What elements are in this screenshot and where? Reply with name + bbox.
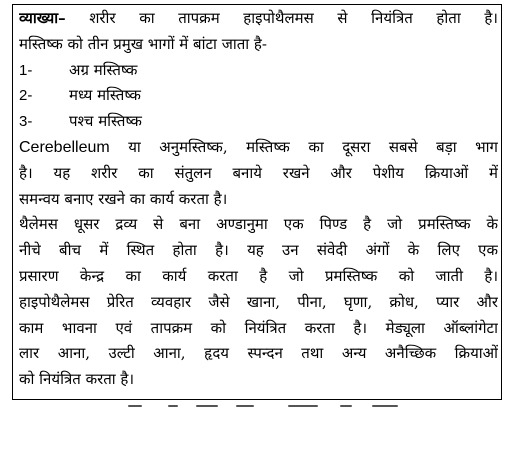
list-item — [19, 109, 498, 135]
list-item-text: पश्च मस्तिष्क — [69, 112, 142, 131]
list-item-number: 3- — [19, 113, 33, 131]
thalamus-line-1: थैलेमस धूसर द्रव्य से बना अण्डानुमा एक पिण्ड है जो प्रमस्तिष्क के — [19, 215, 498, 234]
list-item-number: 1- — [19, 61, 33, 79]
intro-line: मस्तिष्क को तीन प्रमुख भागों में बांटा जाता है- — [19, 34, 267, 53]
thalamus-line-3: प्रसारण केन्द्र का कार्य करता है जो प्रमस्तिष्क को जाती है। — [19, 266, 498, 285]
list-item — [19, 83, 498, 109]
cerebellum-line-3: समन्वय बनाए रखने का कार्य करता है। — [19, 189, 228, 208]
list-item — [19, 58, 498, 84]
cut-off-next-line — [0, 400, 518, 414]
explanation-label: व्याख्या– — [19, 9, 66, 27]
list-item-text: अग्र मस्तिष्क — [69, 60, 138, 79]
list-item-text: मध्य मस्तिष्क — [69, 86, 141, 105]
hypothalamus-line-3: लार आना, उल्टी आना, हृदय स्पन्दन तथा अन्य अनैच्छिक क्रियाओं — [19, 344, 498, 363]
explanation-heading-text: शरीर का तापक्रम हाइपोथैलमस से नियंत्रित होता है। — [89, 9, 498, 27]
cerebellum-line-1-text: या अनुमस्तिष्क, मस्तिष्क का दूसरा सबसे बड़ा भाग — [109, 137, 498, 156]
explanation-heading-line — [19, 6, 498, 32]
cerebellum-term: Cerebelleum — [19, 138, 110, 156]
thalamus-line-2: नीचे बीच में स्थित होता है। यह उन संवेदी अंगों के लिए एक — [19, 241, 498, 260]
hypothalamus-line-4: को नियंत्रित करता है। — [19, 370, 135, 389]
cerebellum-line-1 — [19, 135, 498, 161]
hypothalamus-line-2: काम भावना एवं तापक्रम को नियंत्रित करता है। मेड्यूला ऑब्लांगेटा — [19, 318, 498, 337]
cerebellum-line-2: है। यह शरीर का संतुलन बनाये रखने और पेशीय क्रियाओं में — [19, 163, 498, 182]
hypothalamus-line-1: हाइपोथैलेमस प्रेरित व्यवहार जैसे खाना, पीना, घृणा, क्रोध, प्यार और — [19, 292, 498, 311]
list-item-number: 2- — [19, 87, 33, 105]
explanation-box — [12, 4, 502, 400]
